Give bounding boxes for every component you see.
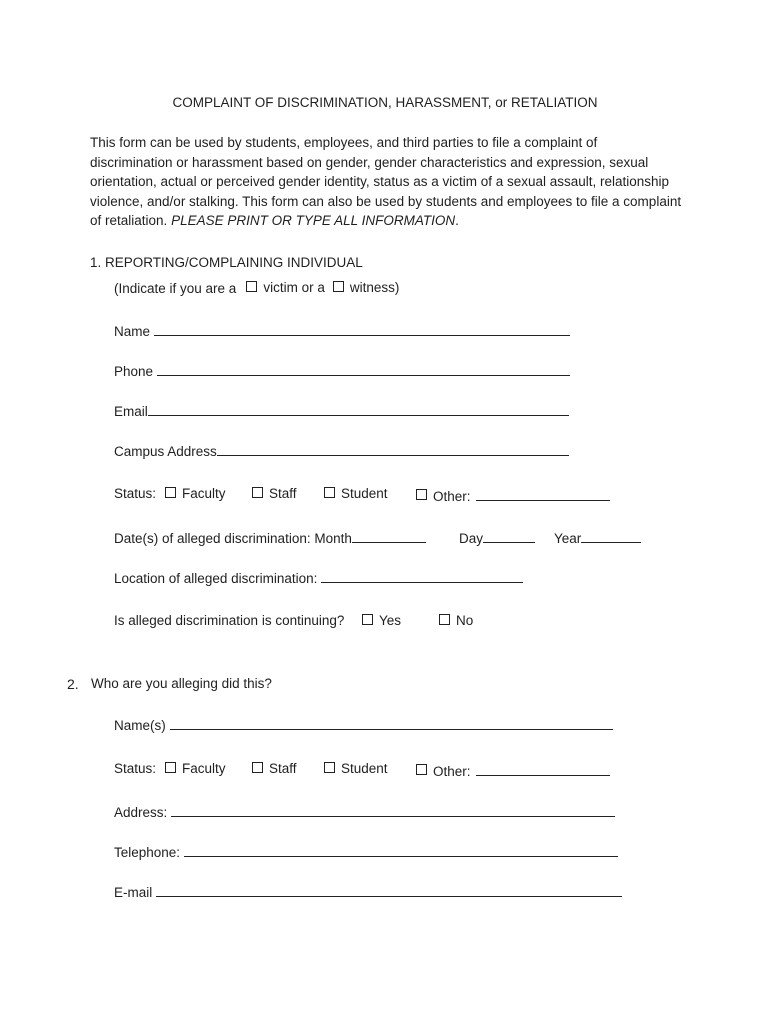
month-field[interactable] [352, 528, 426, 543]
phone-row [114, 361, 570, 379]
student-checkbox[interactable] [324, 487, 335, 498]
student-label: Student [341, 486, 388, 501]
location-label: Location of alleged discrimination: [114, 571, 318, 586]
campus-address-row [114, 441, 569, 459]
s2-email-field[interactable] [156, 882, 622, 897]
no-label: No [456, 613, 474, 628]
other-checkbox[interactable] [416, 489, 427, 500]
victim-option[interactable] [246, 280, 325, 295]
section2-heading: Who are you alleging did this? [91, 676, 272, 691]
names-row [114, 715, 613, 733]
name-row [114, 321, 570, 339]
names-label: Name(s) [114, 718, 166, 733]
s2-status-label: Status: [114, 761, 157, 776]
s2-other-label: Other: [433, 764, 471, 779]
campus-address-field[interactable] [217, 441, 569, 456]
address-row [114, 802, 615, 820]
victim-label: victim or a [263, 280, 325, 295]
yes-label: Yes [379, 613, 402, 628]
name-label: Name [114, 324, 151, 339]
s2-student-checkbox[interactable] [324, 762, 335, 773]
witness-checkbox[interactable] [333, 281, 344, 292]
witness-victim-row [114, 280, 399, 296]
address-label: Address: [114, 805, 168, 820]
indicate-prefix: (Indicate if you are a [114, 281, 237, 296]
victim-checkbox[interactable] [246, 281, 257, 292]
day-row [459, 528, 535, 546]
status-faculty-option[interactable] [165, 486, 226, 501]
year-label: Year [554, 531, 582, 546]
s2-status-faculty-option[interactable] [165, 761, 226, 776]
email-field[interactable] [148, 401, 569, 416]
names-field[interactable] [170, 715, 613, 730]
s2-other-checkbox[interactable] [416, 764, 427, 775]
witness-option[interactable] [333, 280, 400, 295]
s2-other-field[interactable] [476, 761, 610, 776]
section2-number: 2. [67, 676, 79, 692]
dates-row [114, 528, 426, 546]
telephone-row [114, 842, 618, 860]
phone-label: Phone [114, 364, 154, 379]
s2-status-staff-option[interactable] [252, 761, 297, 776]
campus-address-label: Campus Address [114, 444, 217, 459]
status-label: Status: [114, 486, 157, 501]
intro-emphasis: PLEASE PRINT OR TYPE ALL INFORMATION [171, 213, 456, 229]
email-row [114, 401, 569, 419]
address-field[interactable] [171, 802, 615, 817]
other-field[interactable] [476, 486, 610, 501]
s2-status-other-option [416, 761, 610, 779]
s2-email-row [114, 882, 622, 900]
other-label: Other: [433, 489, 471, 504]
continuing-no-option[interactable] [439, 613, 473, 628]
no-checkbox[interactable] [439, 614, 450, 625]
intro-paragraph: This form can be used by students, employees, and third parties to file a complaint of discrimination or harassment based on gender, gender characteristics and expression, sexual orientation, actual or perceived gender identity, status as a victim of a sexual assault, relationship violence, and/or stalking. This form can also be used by students and employees to file a complaint of retaliation. PLEASE PRINT OR TYPE ALL INFORMATION. [90, 135, 682, 229]
dates-month-label: Date(s) of alleged discrimination: Month [114, 531, 352, 546]
day-field[interactable] [483, 528, 535, 543]
email-label: Email [114, 404, 148, 419]
year-field[interactable] [581, 528, 641, 543]
status-other-option [416, 486, 610, 504]
yes-checkbox[interactable] [362, 614, 373, 625]
faculty-checkbox[interactable] [165, 487, 176, 498]
phone-field[interactable] [157, 361, 570, 376]
day-label: Day [459, 531, 484, 546]
form-title: COMPLAINT OF DISCRIMINATION, HARASSMENT, or RETALIATION [172, 95, 598, 110]
location-field[interactable] [321, 568, 523, 583]
witness-label: witness) [349, 280, 400, 295]
s2-staff-checkbox[interactable] [252, 762, 263, 773]
s2-student-label: Student [341, 761, 388, 776]
faculty-label: Faculty [182, 486, 226, 501]
year-row [554, 528, 641, 546]
staff-checkbox[interactable] [252, 487, 263, 498]
section1-heading: 1. REPORTING/COMPLAINING INDIVIDUAL [90, 255, 363, 270]
s2-status-student-option[interactable] [324, 761, 388, 776]
status-student-option[interactable] [324, 486, 388, 501]
telephone-field[interactable] [184, 842, 618, 857]
s2-faculty-label: Faculty [182, 761, 226, 776]
s2-staff-label: Staff [269, 761, 297, 776]
location-row [114, 568, 523, 586]
continuing-label: Is alleged discrimination is continuing? [114, 613, 345, 628]
intro-text: This form can be used by students, employees, and third parties to file a complaint of discrimination or harassment based on gender, gender characteristics and expression, sexual orientation, actual or perceived gender identity, status as a victim of a sexual assault, relationship violence, and/or stalking. This form can also be used by students and employees to file a complaint of retaliation. [90, 135, 682, 229]
staff-label: Staff [269, 486, 297, 501]
continuing-yes-option[interactable] [362, 613, 401, 628]
name-field[interactable] [154, 321, 570, 336]
s2-email-label: E-mail [114, 885, 153, 900]
status-staff-option[interactable] [252, 486, 297, 501]
s2-faculty-checkbox[interactable] [165, 762, 176, 773]
telephone-label: Telephone: [114, 845, 181, 860]
